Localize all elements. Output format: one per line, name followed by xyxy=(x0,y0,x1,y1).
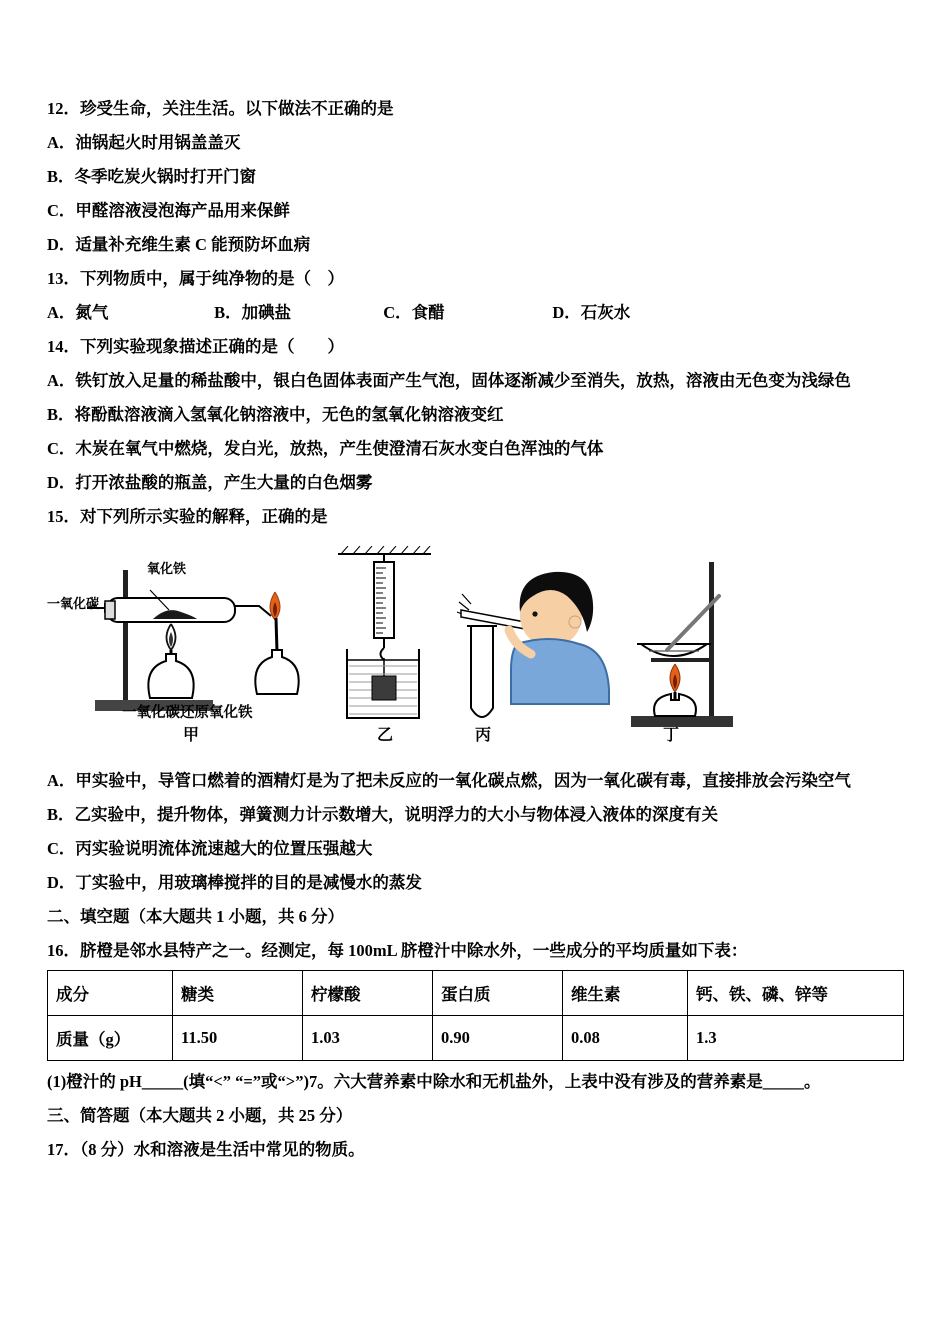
q14-option-a: A．铁钉放入足量的稀盐酸中，银白色固体表面产生气泡，固体逐渐减少至消失，放热，溶液由无色变为浅绿色 xyxy=(47,371,851,390)
ear xyxy=(569,616,581,628)
table-value-sugars: 11.50 xyxy=(173,1016,303,1061)
q14-option-c: C．木炭在氧气中燃烧，发白光，放热，产生使澄清石灰水变白色浑浊的气体 xyxy=(47,439,604,458)
table-value-vitamin: 0.08 xyxy=(563,1016,688,1061)
q15-stem: 15．对下列所示实验的解释，正确的是 xyxy=(47,507,328,526)
table-value-minerals: 1.3 xyxy=(688,1016,904,1061)
caption-co-reduction: 一氧化碳还原氧化铁 xyxy=(122,705,253,721)
submerged-object xyxy=(372,676,396,700)
label-iron-oxide: 氧化铁 xyxy=(147,561,187,576)
spring-scale xyxy=(374,554,394,676)
apparatus-yi-spring-scale-diagram xyxy=(333,546,453,758)
table-header-component: 成分 xyxy=(48,971,173,1016)
q16-stem: 16．脐橙是邻水县特产之一。经测定，每 100mL 脐橙汁中除水外，一些成分的平均质量如下表： xyxy=(47,941,748,960)
table-header-row xyxy=(48,971,904,1016)
q14-option-d: D．打开浓盐酸的瓶盖，产生大量的白色烟雾 xyxy=(47,473,373,492)
table-value-protein: 0.90 xyxy=(433,1016,563,1061)
q12-stem: 12．珍受生命，关注生活。以下做法不正确的是 xyxy=(47,99,394,118)
table-mass-row xyxy=(48,1016,904,1061)
q14-stem: 14．下列实验现象描述正确的是（ ） xyxy=(47,337,344,356)
test-tube xyxy=(467,626,497,717)
label-yi: 乙 xyxy=(377,727,394,744)
evaporating-dish xyxy=(637,644,711,656)
q13-option-b: B．加碘盐 xyxy=(214,303,292,322)
boy xyxy=(509,572,609,704)
outlet-tube xyxy=(235,606,271,616)
q15-option-c: C．丙实验说明流体流速越大的位置压强越大 xyxy=(47,839,373,858)
q13-option-c: C．食醋 xyxy=(383,303,445,322)
q16-fill-blank-line: (1)橙汁的 pH_____(填“<” “=”或“>”)7。六大营养素中除水和无机盐外，上表中没有涉及的营养素是_____。 xyxy=(47,1072,821,1091)
table-header-minerals: 钙、铁、磷、锌等 xyxy=(688,971,904,1016)
q12-option-a: A．油锅起火时用锅盖盖灭 xyxy=(47,133,241,152)
table-header-citric-acid: 柠檬酸 xyxy=(303,971,433,1016)
table-value-citric-acid: 1.03 xyxy=(303,1016,433,1061)
q17-stem: 17．（8 分）水和溶液是生活中常见的物质。 xyxy=(47,1140,365,1159)
q15-figure xyxy=(47,534,905,764)
table-header-sugars: 糖类 xyxy=(173,971,303,1016)
q15-option-a: A．甲实验中，导管口燃着的酒精灯是为了把未反应的一氧化碳点燃，因为一氧化碳有毒，直接排放会污染空气 xyxy=(47,771,851,790)
label-carbon-monoxide: 一氧化碳 xyxy=(47,596,100,611)
ceiling-mount xyxy=(338,546,431,554)
eye xyxy=(532,611,537,616)
q12-option-d: D．适量补充维生素 C 能预防坏血病 xyxy=(47,235,311,254)
label-jia: 甲 xyxy=(183,727,200,744)
label-ding: 丁 xyxy=(663,727,680,744)
exam-content xyxy=(47,92,905,1167)
q16-nutrition-table xyxy=(47,970,904,1061)
alcohol-lamp-left xyxy=(148,624,193,698)
alcohol-lamp xyxy=(654,692,696,716)
q15-option-b: B．乙实验中，提升物体，弹簧测力计示数增大，说明浮力的大小与物体浸入液体的深度有关 xyxy=(47,805,719,824)
q13-option-d: D．石灰水 xyxy=(552,303,631,322)
q13-stem: 13．下列物质中，属于纯净物的是（ ） xyxy=(47,269,344,288)
q14-option-b: B．将酚酞溶液滴入氢氧化钠溶液中，无色的氢氧化钠溶液变红 xyxy=(47,405,504,424)
table-row-label: 质量（g） xyxy=(48,1016,173,1061)
q13-options-row xyxy=(47,296,905,330)
section-3-heading: 三、简答题（本大题共 2 小题，共 25 分） xyxy=(47,1106,353,1125)
label-bing: 丙 xyxy=(475,727,492,744)
table-header-vitamin: 维生素 xyxy=(563,971,688,1016)
q15-option-d: D．丁实验中，用玻璃棒搅拌的目的是减慢水的蒸发 xyxy=(47,873,422,892)
table-header-protein: 蛋白质 xyxy=(433,971,563,1016)
flame xyxy=(670,664,680,692)
q13-option-a: A．氮气 xyxy=(47,303,109,322)
section-2-heading: 二、填空题（本大题共 1 小题，共 6 分） xyxy=(47,907,344,926)
apparatus-ding-evaporation-diagram xyxy=(625,552,765,757)
beaker-with-water xyxy=(347,649,419,718)
q12-option-c: C．甲醛溶液浸泡海产品用来保鲜 xyxy=(47,201,290,220)
q12-option-b: B．冬季吃炭火锅时打开门窗 xyxy=(47,167,257,186)
